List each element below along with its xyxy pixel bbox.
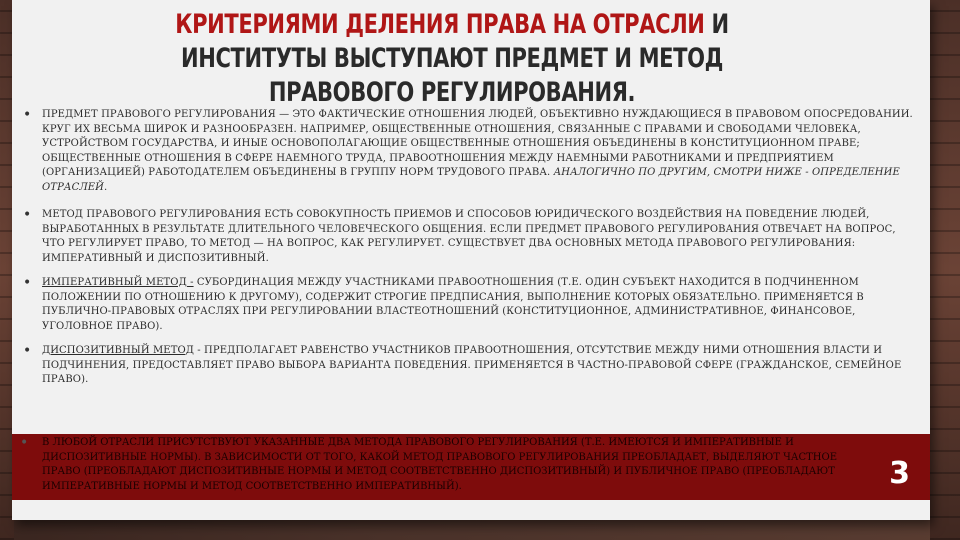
bullet-term: ИМПЕРАТИВНЫЙ МЕТОД - [42, 277, 194, 288]
bullet-italic-text: АНАЛОГИЧНО ПО ДРУГИМ, СМОТРИ НИЖЕ - ОПРЕДЕЛЕНИЕ ОТРАСЛЕЙ. [42, 167, 900, 193]
bullet-dot-icon: • [23, 207, 32, 223]
bullet-list [20, 108, 920, 388]
title-part-2: ИНСТИТУТЫ ВЫСТУПАЮТ ПРЕДМЕТ И МЕТОД [180, 43, 724, 74]
brick-wall-right [930, 0, 960, 540]
bullet-summary [20, 435, 872, 494]
title-part-3: ПРАВОВОГО РЕГУЛИРОВАНИЯ. [268, 77, 636, 108]
bullet-dot-icon: • [23, 275, 32, 291]
slide-number: 3 [889, 456, 910, 491]
bullet-text: МЕТОД ПРАВОВОГО РЕГУЛИРОВАНИЯ ЕСТЬ СОВОКУПНОСТЬ ПРИЕМОВ И СПОСОБОВ ЮРИДИЧЕСКОГО ВОЗДЕЙСТВИЯ НА ПОВЕДЕНИЕ ЛЮДЕЙ, ВЫРАБОТАННЫХ В РЕЗУЛЬТАТЕ ДЛИТЕЛЬНОГО ЧЕЛОВЕЧЕСКОГО ОБЩЕНИЯ. ЕСЛИ ПРЕДМЕТ ПРАВОВОГО РЕГУЛИРОВАНИЯ ОТВЕЧАЕТ НА ВОПРОС, ЧТО РЕГУЛИРУЕТ ПРАВО, ТО МЕТОД — НА ВОПРОС, КАК РЕГУЛИРУЕТ. СУЩЕСТВУЕТ ДВА ОСНОВНЫХ МЕТОДА ПРАВОВОГО РЕГУЛИРОВАНИЯ: ИМПЕРАТИВНЫЙ И ДИСПОЗИТИВНЫЙ. [42, 209, 896, 264]
bullet-text: СУБОРДИНАЦИЯ МЕЖДУ УЧАСТНИКАМИ ПРАВООТНОШЕНИЯ (Т.Е. ОДИН СУБЪЕКТ НАХОДИТСЯ В ПОДЧИНЕННОМ ПОЛОЖЕНИИ ПО ОТНОШЕНИЮ К ДРУГОМУ), СОДЕРЖИТ СТРОГИЕ ПРЕДПИСАНИЯ, ВЫПОЛНЕНИЕ КОТОРЫХ ОБЯЗАТЕЛЬНО. ПРИМЕНЯЕТСЯ В ПУБЛИЧНО-ПРАВОВЫХ ОТРАСЛЯХ ПРИ РЕГУЛИРОВАНИИ ВЛАСТЕОТНОШЕНИЙ (КОНСТИТУЦИОННОЕ, АДМИНИСТРАТИВНОЕ, ФИНАНСОВОЕ, УГОЛОВНОЕ ПРАВО). [42, 277, 864, 332]
bullet-method [20, 208, 920, 266]
title-accent: КРИТЕРИЯМИ ДЕЛЕНИЯ ПРАВА НА ОТРАСЛИ [175, 9, 705, 40]
bullet-dispositive [20, 344, 920, 388]
bullet-term: ДИСПОЗИТИВНЫЙ МЕТОД [42, 345, 195, 356]
bullet-text: - ПРЕДПОЛАГАЕТ РАВЕНСТВО УЧАСТНИКОВ ПРАВООТНОШЕНИЯ, ОТСУТСТВИЕ МЕЖДУ НИМИ ОТНОШЕНИЯ ВЛАСТИ И ПОДЧИНЕНИЯ, ПРЕДОСТАВЛЯЕТ ПРАВО ВЫБОРА ВАРИАНТА ПОВЕДЕНИЯ. ПРИМЕНЯЕТСЯ В ЧАСТНО-ПРАВОВОЙ СФЕРЕ (ГРАЖДАНСКОЕ, СЕМЕЙНОЕ ПРАВО). [42, 345, 902, 385]
slide-title [156, 8, 749, 110]
title-part-1: И [711, 9, 729, 40]
bullet-dot-icon: • [20, 435, 29, 451]
bullet-text: В ЛЮБОЙ ОТРАСЛИ ПРИСУТСТВУЮТ УКАЗАННЫЕ ДВА МЕТОДА ПРАВОВОГО РЕГУЛИРОВАНИЯ (Т.Е. ИМЕЮТСЯ И ИМПЕРАТИВНЫЕ И ДИСПОЗИТИВНЫЕ НОРМЫ). В ЗАВИСИМОСТИ ОТ ТОГО, КАКОЙ МЕТОД ПРАВОВОГО РЕГУЛИРОВАНИЯ ПРЕОБЛАДАЕТ, ВЫДЕЛЯЮТ ЧАСТНОЕ ПРАВО (ПРЕОБЛАДАЮТ ДИСПОЗИТИВНЫЕ НОРМЫ И МЕТОД СООТВЕТСТВЕННО ДИСПОЗИТИВНЫЙ) И ПУБЛИЧНОЕ ПРАВО (ПРЕОБЛАДАЮТ ИМПЕРАТИВНЫЕ НОРМЫ И МЕТОД СООТВЕТСТВЕННО ИМПЕРАТИВНЫЙ). [42, 437, 838, 492]
bullet-imperative [20, 276, 920, 334]
slide [12, 0, 930, 520]
bullet-dot-icon: • [23, 343, 32, 359]
bullet-text: ПРЕДМЕТ ПРАВОВОГО РЕГУЛИРОВАНИЯ — ЭТО ФАКТИЧЕСКИЕ ОТНОШЕНИЯ ЛЮДЕЙ, ОБЪЕКТИВНО НУЖДАЮЩИЕСЯ В ПРАВОВОМ ОПОСРЕДОВАНИИ. КРУГ ИХ ВЕСЬМА ШИРОК И РАЗНООБРАЗЕН. НАПРИМЕР, ОБЩЕСТВЕННЫЕ ОТНОШЕНИЯ, СВЯЗАННЫЕ С ПРАВАМИ И СВОБОДАМИ ЧЕЛОВЕКА, УСТРОЙСТВОМ ГОСУДАРСТВА, И ИНЫЕ ОСНОВОПОЛАГАЮЩИЕ ОБЩЕСТВЕННЫЕ ОТНОШЕНИЯ ОБЪЕДИНЕНЫ В КОНСТИТУЦИОННОМ ПРАВЕ; ОБЩЕСТВЕННЫЕ ОТНОШЕНИЯ В СФЕРЕ НАЕМНОГО ТРУДА, ПРАВООТНОШЕНИЯ МЕЖДУ НАЕМНЫМИ РАБОТНИКАМИ И ПРЕДПРИЯТИЕМ (ОРГАНИЗАЦИЕЙ) РАБОТОДАТЕЛЕМ ОБЪЕДИНЕНЫ В ГРУППУ НОРМ ТРУДОВОГО ПРАВА. [42, 109, 913, 178]
bullet-dot-icon: • [23, 107, 32, 123]
bullet-subject [20, 108, 920, 195]
